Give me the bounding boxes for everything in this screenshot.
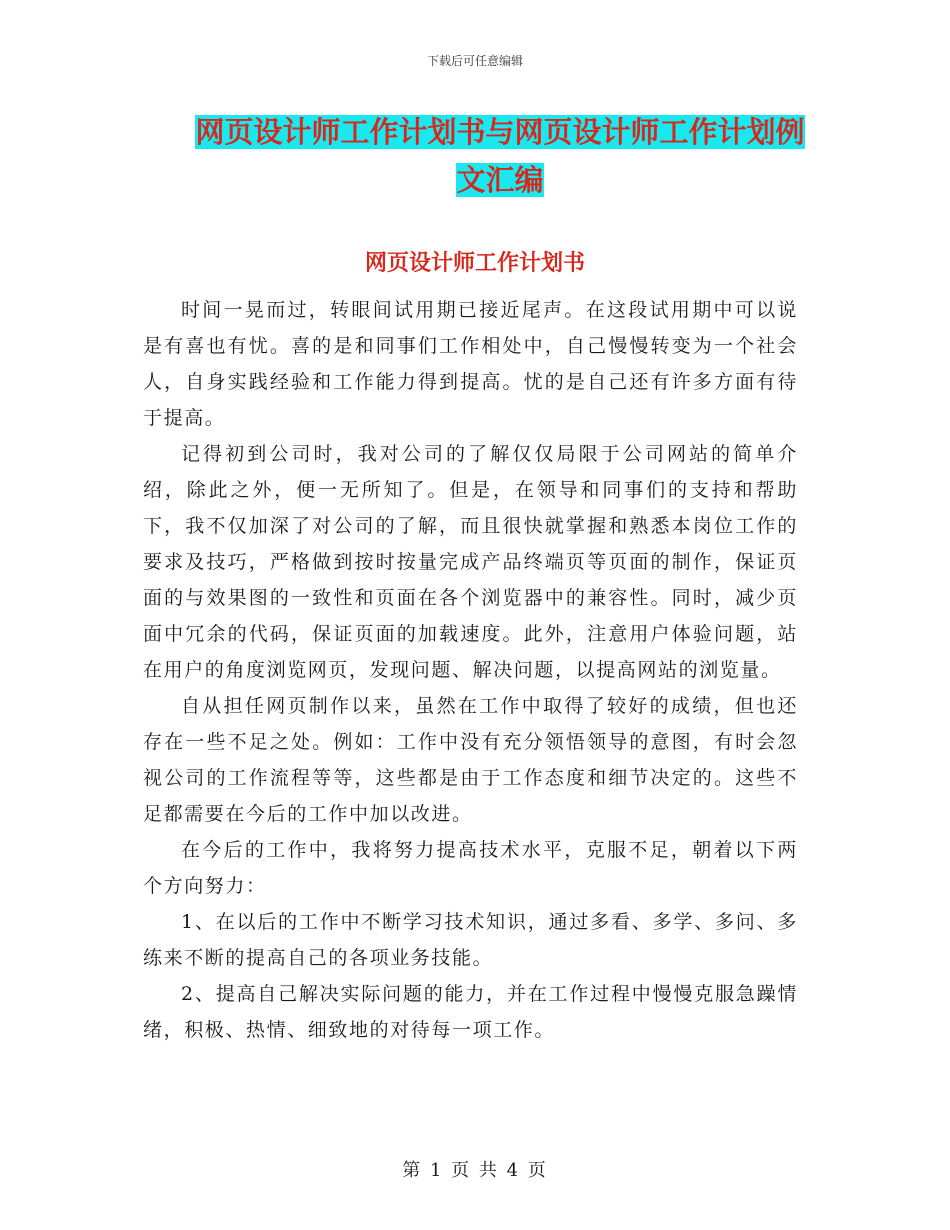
- paragraph: 记得初到公司时，我对公司的了解仅仅局限于公司网站的简单介绍，除此之外，便一无所知了。但是，在领导和同事们的支持和帮助下，我不仅加深了对公司的了解，而且很快就掌握和熟悉本岗位工作的要求及技巧，严格做到按时按量完成产品终端页等页面的制作，保证页面的与效果图的一致性和页面在各个浏览器中的兼容性。同时，减少页面中冗余的代码，保证页面的加载速度。此外，注意用户体验问题，站在用户的角度浏览网页，发现问题、解决问题，以提高网站的浏览量。: [143, 443, 798, 681]
- document-title-text: 网页设计师工作计划书与网页设计师工作计划例文汇编: [195, 115, 805, 197]
- paragraph: 自从担任网页制作以来，虽然在工作中取得了较好的成绩，但也还存在一些不足之处。例如：工作中没有充分领悟领导的意图，有时会忽视公司的工作流程等等，这些都是由于工作态度和细节决定的。这些不足都需要在今后的工作中加以改进。: [143, 695, 798, 825]
- header-note: 下载后可任意编辑: [426, 54, 523, 68]
- list-item: 1、在以后的工作中不断学习技术知识，通过多看、多学、多问、多练来不断的提高自己的各项业务技能。: [143, 911, 798, 969]
- section-title: 网页设计师工作计划书: [364, 251, 585, 276]
- paragraph: 时间一晃而过，转眼间试用期已接近尾声。在这段试用期中可以说是有喜也有忧。喜的是和同事们工作相处中，自己慢慢转变为一个社会人，自身实践经验和工作能力得到提高。忧的是自己还有许多方面有待于提高。: [143, 299, 798, 429]
- body-text: [143, 292, 798, 1048]
- document-title: [190, 108, 810, 204]
- paragraph: 在今后的工作中，我将努力提高技术水平，克服不足，朝着以下两个方向努力：: [143, 839, 798, 897]
- page-number: 第 1 页 共 4 页: [402, 1160, 548, 1181]
- list-item: 2、提高自己解决实际问题的能力，并在工作过程中慢慢克服急躁情绪，积极、热情、细致地的对待每一项工作。: [143, 983, 798, 1041]
